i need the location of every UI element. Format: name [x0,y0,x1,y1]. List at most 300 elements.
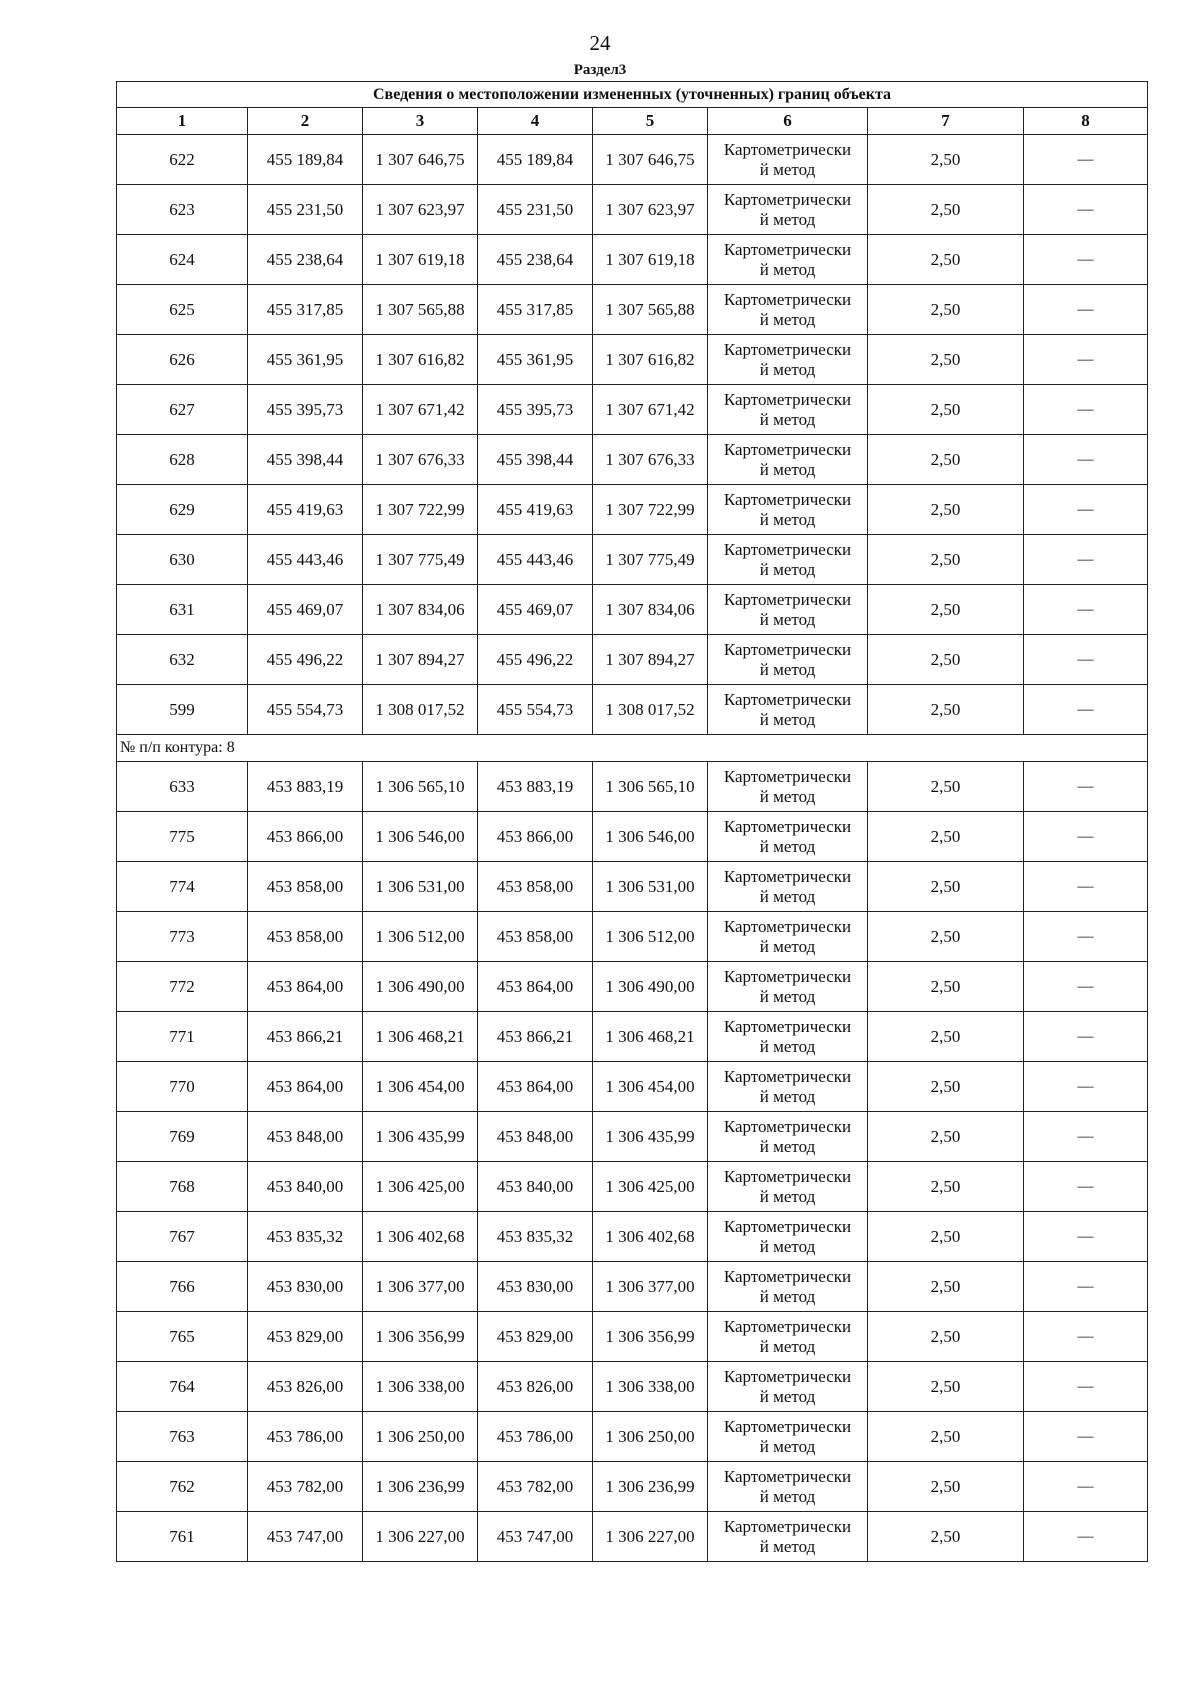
page-number: 24 [589,31,611,55]
coordinate-cell: 1 306 512,00 [363,912,478,962]
method-cell [708,812,868,862]
coordinate-cell: 1 307 619,18 [363,235,478,285]
coordinate-cell: 1 306 227,00 [363,1512,478,1562]
coordinate-cell: 1 306 227,00 [593,1512,708,1562]
coordinate-cell: 455 189,84 [478,135,593,185]
coordinate-cell: 1 306 377,00 [363,1262,478,1312]
point-number-cell: 627 [117,385,248,435]
column-number: 6 [708,108,868,135]
method-line: Картометрически [723,439,852,459]
method-line: Картометрически [723,1116,852,1136]
coordinate-cell: 1 307 676,33 [593,435,708,485]
table-row [117,1312,1148,1362]
point-number-cell: 764 [117,1362,248,1412]
accuracy-cell: 2,50 [868,1062,1024,1112]
method-line: й метод [759,609,816,629]
dash-cell: — [1024,335,1148,385]
coordinate-cell: 455 496,22 [248,635,363,685]
coordinate-cell: 1 306 356,99 [363,1312,478,1362]
coordinate-cell: 1 306 435,99 [593,1112,708,1162]
point-number-cell: 632 [117,635,248,685]
dash-cell: — [1024,1512,1148,1562]
coordinate-cell: 455 189,84 [248,135,363,185]
method-line: Картометрически [723,289,852,309]
column-number: 7 [868,108,1024,135]
dash-cell: — [1024,385,1148,435]
method-cell [708,435,868,485]
table-row [117,862,1148,912]
method-line: Картометрически [723,866,852,886]
coordinate-cell: 1 307 722,99 [593,485,708,535]
method-cell [708,185,868,235]
method-cell [708,1512,868,1562]
dash-cell: — [1024,185,1148,235]
coordinate-cell: 453 866,21 [478,1012,593,1062]
method-cell [708,862,868,912]
column-number-row [117,108,1148,135]
method-line: й метод [759,509,816,529]
dash-cell: — [1024,912,1148,962]
column-number: 2 [248,108,363,135]
point-number-cell: 765 [117,1312,248,1362]
coordinate-cell: 455 469,07 [478,585,593,635]
table-body [117,135,1148,1562]
method-line: й метод [759,1036,816,1056]
coordinate-cell: 1 306 236,99 [593,1462,708,1512]
coordinate-cell: 1 306 512,00 [593,912,708,962]
point-number-cell: 775 [117,812,248,862]
method-line: й метод [759,1136,816,1156]
coordinate-cell: 1 307 646,75 [593,135,708,185]
table-row [117,1512,1148,1562]
coordinate-cell: 1 306 531,00 [593,862,708,912]
method-cell [708,762,868,812]
accuracy-cell: 2,50 [868,1212,1024,1262]
method-line: й метод [759,1086,816,1106]
table-row [117,435,1148,485]
coordinate-cell: 455 419,63 [478,485,593,535]
coordinate-cell: 455 361,95 [478,335,593,385]
point-number-cell: 622 [117,135,248,185]
dash-cell: — [1024,435,1148,485]
column-number: 3 [363,108,478,135]
table-row [117,485,1148,535]
coordinate-cell: 455 398,44 [478,435,593,485]
coordinate-cell: 1 307 619,18 [593,235,708,285]
coordinate-cell: 453 866,21 [248,1012,363,1062]
method-line: й метод [759,459,816,479]
table-row [117,235,1148,285]
method-cell [708,1262,868,1312]
coordinate-cell: 1 307 834,06 [363,585,478,635]
coordinate-cell: 455 317,85 [478,285,593,335]
coordinate-cell: 1 306 250,00 [363,1412,478,1462]
coordinate-cell: 453 782,00 [248,1462,363,1512]
method-cell [708,1062,868,1112]
point-number-cell: 773 [117,912,248,962]
coordinate-cell: 1 306 402,68 [593,1212,708,1262]
method-line: Картометрически [723,816,852,836]
coordinate-cell: 453 858,00 [478,862,593,912]
table-row [117,535,1148,585]
coordinate-cell: 1 306 435,99 [363,1112,478,1162]
accuracy-cell: 2,50 [868,1012,1024,1062]
accuracy-cell: 2,50 [868,185,1024,235]
coordinate-cell: 453 786,00 [478,1412,593,1462]
coordinate-cell: 455 238,64 [478,235,593,285]
dash-cell: — [1024,485,1148,535]
method-cell [708,912,868,962]
dash-cell: — [1024,762,1148,812]
method-cell [708,1112,868,1162]
method-line: Картометрически [723,1266,852,1286]
method-line: й метод [759,659,816,679]
point-number-cell: 631 [117,585,248,635]
table-row [117,1062,1148,1112]
coordinate-cell: 453 840,00 [478,1162,593,1212]
method-line: Картометрически [723,1466,852,1486]
method-cell [708,1462,868,1512]
coordinate-cell: 1 307 775,49 [363,535,478,585]
method-cell [708,1362,868,1412]
point-number-cell: 761 [117,1512,248,1562]
coordinate-cell: 455 443,46 [478,535,593,585]
point-number-cell: 599 [117,685,248,735]
method-line: Картометрически [723,766,852,786]
table-row [117,1112,1148,1162]
coordinate-cell: 453 864,00 [478,1062,593,1112]
point-number-cell: 771 [117,1012,248,1062]
method-line: Картометрически [723,1016,852,1036]
coordinate-cell: 453 829,00 [248,1312,363,1362]
method-line: й метод [759,1336,816,1356]
coordinate-cell: 455 419,63 [248,485,363,535]
accuracy-cell: 2,50 [868,812,1024,862]
coordinate-cell: 1 307 671,42 [593,385,708,435]
accuracy-cell: 2,50 [868,1412,1024,1462]
coordinate-cell: 1 307 671,42 [363,385,478,435]
accuracy-cell: 2,50 [868,912,1024,962]
dash-cell: — [1024,585,1148,635]
coordinate-cell: 453 864,00 [248,962,363,1012]
dash-cell: — [1024,812,1148,862]
table-row [117,1262,1148,1312]
method-line: й метод [759,1486,816,1506]
method-cell [708,1412,868,1462]
method-cell [708,485,868,535]
table-row [117,1012,1148,1062]
point-number-cell: 625 [117,285,248,335]
table-row [117,285,1148,335]
method-line: й метод [759,259,816,279]
point-number-cell: 762 [117,1462,248,1512]
method-line: Картометрически [723,1216,852,1236]
dash-cell: — [1024,1162,1148,1212]
coordinate-cell: 453 830,00 [248,1262,363,1312]
dash-cell: — [1024,1462,1148,1512]
coordinate-cell: 453 858,00 [248,862,363,912]
method-line: Картометрически [723,339,852,359]
coordinate-cell: 453 747,00 [478,1512,593,1562]
coordinate-cell: 1 308 017,52 [593,685,708,735]
accuracy-cell: 2,50 [868,862,1024,912]
coordinate-cell: 453 786,00 [248,1412,363,1462]
coordinates-table [116,81,1148,1562]
coordinate-cell: 1 306 356,99 [593,1312,708,1362]
method-cell [708,385,868,435]
point-number-cell: 772 [117,962,248,1012]
method-cell [708,135,868,185]
method-cell [708,285,868,335]
coordinate-cell: 453 864,00 [248,1062,363,1112]
coordinate-cell: 455 554,73 [478,685,593,735]
method-line: й метод [759,1436,816,1456]
coordinate-cell: 455 395,73 [478,385,593,435]
coordinate-cell: 453 864,00 [478,962,593,1012]
method-line: Картометрически [723,539,852,559]
method-line: Картометрически [723,1166,852,1186]
method-line: й метод [759,1386,816,1406]
table-row [117,685,1148,735]
method-line: й метод [759,1186,816,1206]
coordinate-cell: 1 306 236,99 [363,1462,478,1512]
table-row [117,912,1148,962]
accuracy-cell: 2,50 [868,535,1024,585]
point-number-cell: 629 [117,485,248,535]
method-line: Картометрически [723,639,852,659]
method-cell [708,1212,868,1262]
coordinate-cell: 1 307 722,99 [363,485,478,535]
coordinate-cell: 1 306 454,00 [363,1062,478,1112]
accuracy-cell: 2,50 [868,762,1024,812]
coordinate-cell: 1 307 623,97 [363,185,478,235]
method-cell [708,535,868,585]
dash-cell: — [1024,635,1148,685]
method-line: Картометрически [723,239,852,259]
section-title: Раздел3 [573,62,627,78]
point-number-cell: 626 [117,335,248,385]
coordinate-cell: 1 306 377,00 [593,1262,708,1312]
column-number: 8 [1024,108,1148,135]
coordinate-cell: 1 306 490,00 [593,962,708,1012]
table-row [117,1412,1148,1462]
coordinate-cell: 1 306 546,00 [593,812,708,862]
method-line: Картометрически [723,916,852,936]
dash-cell: — [1024,285,1148,335]
accuracy-cell: 2,50 [868,585,1024,635]
coordinate-cell: 1 306 468,21 [363,1012,478,1062]
coordinate-cell: 1 306 468,21 [593,1012,708,1062]
point-number-cell: 767 [117,1212,248,1262]
table-row [117,385,1148,435]
table-row [117,1362,1148,1412]
coordinate-cell: 1 306 338,00 [593,1362,708,1412]
method-line: й метод [759,986,816,1006]
coordinate-cell: 1 306 546,00 [363,812,478,862]
point-number-cell: 770 [117,1062,248,1112]
coordinate-cell: 455 395,73 [248,385,363,435]
accuracy-cell: 2,50 [868,1162,1024,1212]
point-number-cell: 766 [117,1262,248,1312]
method-line: й метод [759,836,816,856]
method-line: й метод [759,1236,816,1256]
accuracy-cell: 2,50 [868,1312,1024,1362]
coordinate-cell: 1 306 454,00 [593,1062,708,1112]
dash-cell: — [1024,1362,1148,1412]
method-line: й метод [759,159,816,179]
method-line: Картометрически [723,1416,852,1436]
coordinate-cell: 1 308 017,52 [363,685,478,735]
contour-label: № п/п контура: 8 [117,735,1148,762]
point-number-cell: 769 [117,1112,248,1162]
coordinate-cell: 1 306 402,68 [363,1212,478,1262]
point-number-cell: 630 [117,535,248,585]
accuracy-cell: 2,50 [868,335,1024,385]
coordinate-cell: 453 835,32 [248,1212,363,1262]
method-cell [708,635,868,685]
accuracy-cell: 2,50 [868,385,1024,435]
table-row [117,762,1148,812]
table-caption: Сведения о местоположении измененных (уточненных) границ объекта [117,82,1148,108]
point-number-cell: 763 [117,1412,248,1462]
method-line: й метод [759,1536,816,1556]
dash-cell: — [1024,1012,1148,1062]
coordinate-cell: 1 307 623,97 [593,185,708,235]
accuracy-cell: 2,50 [868,1262,1024,1312]
method-line: Картометрически [723,589,852,609]
coordinate-cell: 453 883,19 [478,762,593,812]
point-number-cell: 624 [117,235,248,285]
method-cell [708,235,868,285]
accuracy-cell: 2,50 [868,435,1024,485]
table-row [117,1212,1148,1262]
coordinate-cell: 453 848,00 [478,1112,593,1162]
coordinate-cell: 1 306 425,00 [593,1162,708,1212]
coordinate-cell: 453 858,00 [248,912,363,962]
table-row [117,635,1148,685]
coordinate-cell: 1 307 616,82 [593,335,708,385]
column-number: 5 [593,108,708,135]
method-line: Картометрически [723,1316,852,1336]
coordinate-cell: 455 231,50 [248,185,363,235]
method-line: й метод [759,709,816,729]
coordinate-cell: 453 782,00 [478,1462,593,1512]
accuracy-cell: 2,50 [868,285,1024,335]
coordinate-cell: 453 840,00 [248,1162,363,1212]
coordinate-cell: 1 306 531,00 [363,862,478,912]
coordinate-cell: 1 307 676,33 [363,435,478,485]
method-line: й метод [759,1286,816,1306]
table-row [117,962,1148,1012]
dash-cell: — [1024,1412,1148,1462]
coordinate-cell: 455 361,95 [248,335,363,385]
method-cell [708,962,868,1012]
accuracy-cell: 2,50 [868,1462,1024,1512]
dash-cell: — [1024,135,1148,185]
method-line: Картометрически [723,689,852,709]
method-line: Картометрически [723,139,852,159]
dash-cell: — [1024,535,1148,585]
coordinate-cell: 1 307 565,88 [593,285,708,335]
dash-cell: — [1024,962,1148,1012]
accuracy-cell: 2,50 [868,135,1024,185]
coordinate-cell: 1 306 250,00 [593,1412,708,1462]
table-row [117,585,1148,635]
accuracy-cell: 2,50 [868,1112,1024,1162]
method-cell [708,1012,868,1062]
method-line: й метод [759,309,816,329]
coordinate-cell: 455 496,22 [478,635,593,685]
coordinate-cell: 453 826,00 [478,1362,593,1412]
table-row [117,135,1148,185]
accuracy-cell: 2,50 [868,1362,1024,1412]
point-number-cell: 623 [117,185,248,235]
coordinate-cell: 453 883,19 [248,762,363,812]
coordinate-cell: 455 554,73 [248,685,363,735]
coordinate-cell: 1 307 565,88 [363,285,478,335]
method-line: Картометрически [723,489,852,509]
dash-cell: — [1024,1212,1148,1262]
method-line: й метод [759,209,816,229]
dash-cell: — [1024,685,1148,735]
method-line: й метод [759,559,816,579]
coordinate-cell: 455 317,85 [248,285,363,335]
accuracy-cell: 2,50 [868,235,1024,285]
method-line: й метод [759,886,816,906]
table-row [117,1162,1148,1212]
column-number: 1 [117,108,248,135]
dash-cell: — [1024,1312,1148,1362]
table-row [117,185,1148,235]
method-line: Картометрически [723,1366,852,1386]
coordinate-cell: 453 826,00 [248,1362,363,1412]
method-line: Картометрически [723,966,852,986]
coordinate-cell: 455 238,64 [248,235,363,285]
coordinate-cell: 1 307 894,27 [593,635,708,685]
coordinate-cell: 453 866,00 [248,812,363,862]
coordinate-cell: 1 307 834,06 [593,585,708,635]
coordinate-cell: 1 307 775,49 [593,535,708,585]
table-row [117,335,1148,385]
coordinate-cell: 453 848,00 [248,1112,363,1162]
coordinate-cell: 455 398,44 [248,435,363,485]
coordinate-cell: 1 307 616,82 [363,335,478,385]
table-row [117,812,1148,862]
coordinate-cell: 453 830,00 [478,1262,593,1312]
dash-cell: — [1024,1262,1148,1312]
dash-cell: — [1024,862,1148,912]
column-number: 4 [478,108,593,135]
coordinate-cell: 1 306 490,00 [363,962,478,1012]
coordinate-cell: 455 469,07 [248,585,363,635]
method-line: Картометрически [723,189,852,209]
coordinate-cell: 1 306 425,00 [363,1162,478,1212]
accuracy-cell: 2,50 [868,1512,1024,1562]
point-number-cell: 628 [117,435,248,485]
coordinate-cell: 1 307 894,27 [363,635,478,685]
coordinate-cell: 453 829,00 [478,1312,593,1362]
method-cell [708,1162,868,1212]
method-line: Картометрически [723,1516,852,1536]
coordinate-cell: 455 231,50 [478,185,593,235]
method-line: й метод [759,409,816,429]
coordinate-cell: 1 306 565,10 [363,762,478,812]
dash-cell: — [1024,1112,1148,1162]
method-cell [708,335,868,385]
coordinate-cell: 1 306 565,10 [593,762,708,812]
method-cell [708,685,868,735]
table-row [117,1462,1148,1512]
